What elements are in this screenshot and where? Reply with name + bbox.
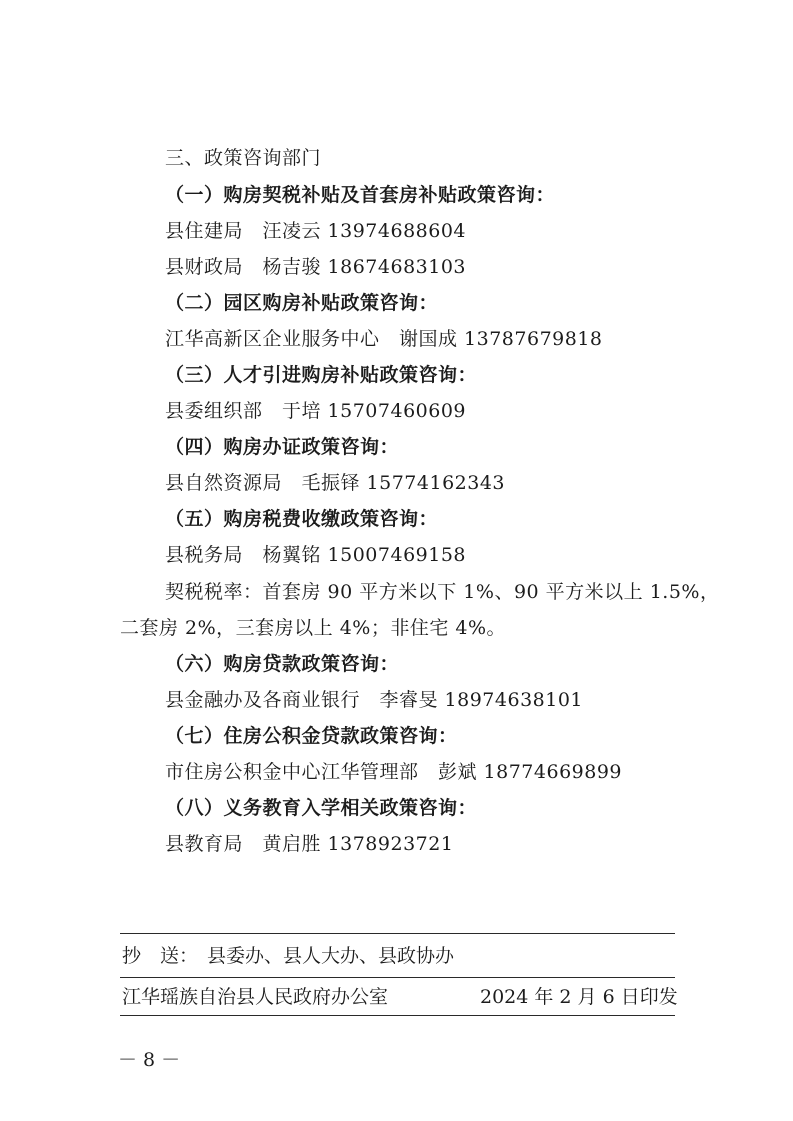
block-6-heading: （六）购房贷款政策咨询： xyxy=(165,653,400,675)
footer-rule-top xyxy=(120,933,675,934)
page-number: － 8 － xyxy=(118,1049,181,1071)
block-5-contact-1: 县税务局 杨翼铭 15007469158 xyxy=(165,544,467,566)
block-1-contact-1: 县住建局 汪凌云 13974688604 xyxy=(165,220,467,242)
block-3-heading: （三）人才引进购房补贴政策咨询： xyxy=(165,364,478,386)
block-2-heading: （二）园区购房补贴政策咨询： xyxy=(165,292,439,314)
issue-date: 2024 年 2 月 6 日印发 xyxy=(480,986,678,1008)
block-7-contact-1: 市住房公积金中心江华管理部 彭斌 18774669899 xyxy=(165,761,623,783)
footer-rule-bottom xyxy=(120,1015,675,1016)
block-8-heading: （八）义务教育入学相关政策咨询： xyxy=(165,797,478,819)
block-7-heading: （七）住房公积金贷款政策咨询： xyxy=(165,725,458,747)
block-3-contact-1: 县委组织部 于培 15707460609 xyxy=(165,400,467,422)
block-1-contact-2: 县财政局 杨吉骏 18674683103 xyxy=(165,256,467,278)
block-6-contact-1: 县金融办及各商业银行 李睿旻 18974638101 xyxy=(165,689,584,711)
block-8-contact-1: 县教育局 黄启胜 1378923721 xyxy=(165,833,454,855)
cc-recipients: 县委办、县人大办、县政协办 xyxy=(207,945,455,967)
block-5-heading: （五）购房税费收缴政策咨询： xyxy=(165,508,439,530)
block-2-contact-1: 江华高新区企业服务中心 谢国成 13787679818 xyxy=(165,328,603,350)
issuer: 江华瑶族自治县人民政府办公室 xyxy=(122,986,389,1008)
tax-note-line-2: 二套房 2%，三套房以上 4%；非住宅 4%。 xyxy=(120,617,507,639)
tax-note-line-1: 契税税率：首套房 90 平方米以下 1%、90 平方米以上 1.5%， xyxy=(165,581,720,603)
section-title: 三、政策咨询部门 xyxy=(165,147,322,169)
block-4-contact-1: 县自然资源局 毛振铎 15774162343 xyxy=(165,472,506,494)
cc-label: 抄 送： xyxy=(122,945,199,967)
block-1-heading: （一）购房契税补贴及首套房补贴政策咨询： xyxy=(165,184,556,206)
footer-rule-middle xyxy=(120,977,675,978)
block-4-heading: （四）购房办证政策咨询： xyxy=(165,436,400,458)
